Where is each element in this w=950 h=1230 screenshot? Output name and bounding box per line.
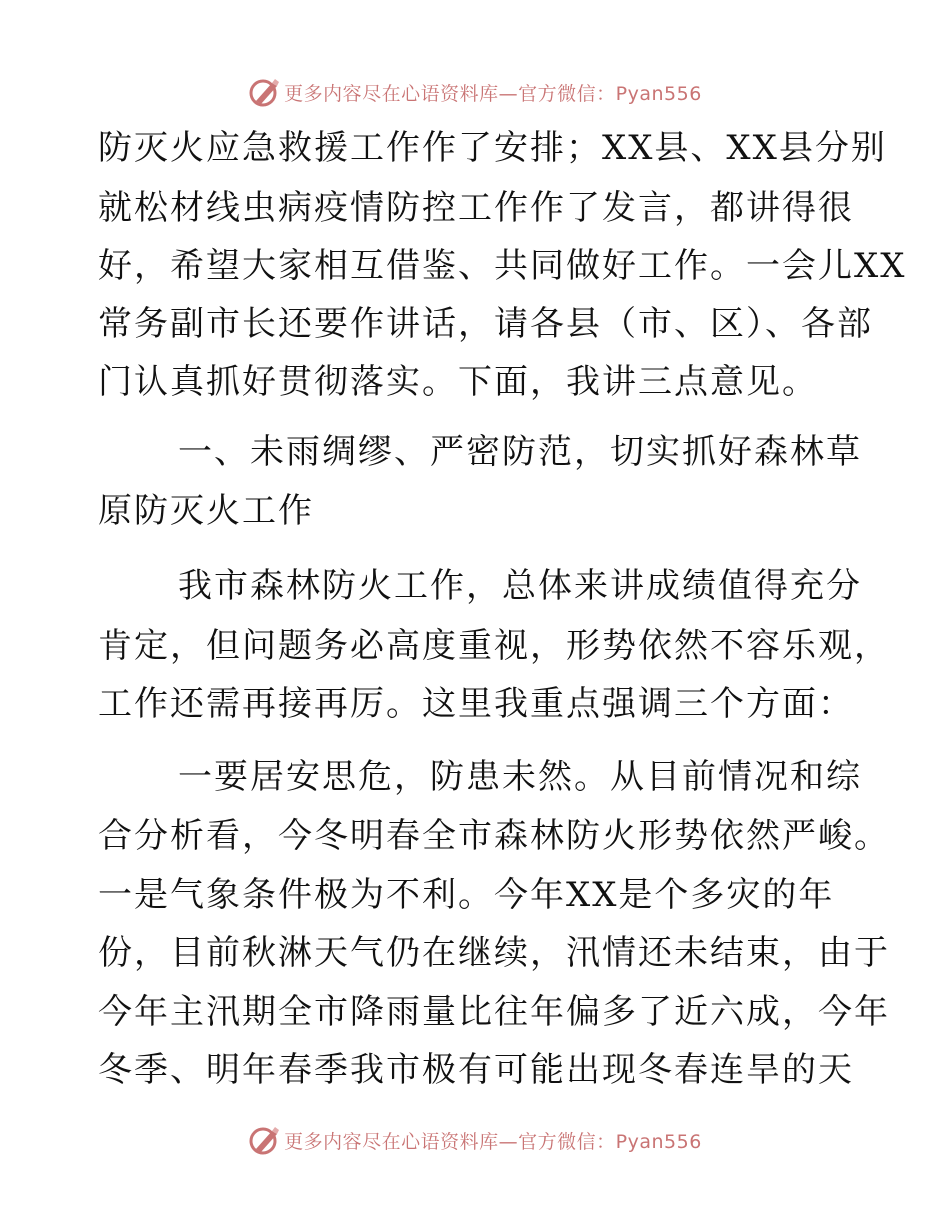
paragraph-line: 常务副市长还要作讲话，请各县（市、区）、各部 [98, 304, 873, 344]
paragraph-line: 防灭火应急救援工作作了安排；XX县、XX县分别 [98, 128, 887, 168]
paragraph-line: 份，目前秋淋天气仍在继续，汛情还未结束，由于 [98, 933, 890, 973]
paragraph-line: 门认真抓好贯彻落实。下面，我讲三点意见。 [98, 362, 818, 402]
pen-circle-logo-icon [248, 1123, 282, 1157]
watermark-footer-text: 更多内容尽在心语资料库—官方微信：Pyan556 [284, 1130, 702, 1153]
paragraph-line: 我市森林防火工作，总体来讲成绩值得充分 [178, 566, 862, 606]
paragraph-line: 合分析看，今冬明春全市森林防火形势依然严峻。 [98, 816, 890, 856]
section-heading-line: 一、未雨绸缪、严密防范，切实抓好森林草 [178, 432, 862, 472]
paragraph-line: 就松材线虫病疫情防控工作作了发言，都讲得很 [98, 188, 854, 228]
paragraph-line: 一是气象条件极为不利。今年XX是个多灾的年 [98, 875, 835, 915]
paragraph-line: 工作还需再接再厉。这里我重点强调三个方面： [98, 684, 854, 724]
section-heading-line: 原防灭火工作 [98, 491, 314, 531]
paragraph-line: 肯定，但问题务必高度重视，形势依然不容乐观， [98, 626, 890, 666]
paragraph-line: 今年主汛期全市降雨量比往年偏多了近六成，今年 [98, 992, 890, 1032]
paragraph-line: 一要居安思危，防患未然。从目前情况和综 [178, 757, 862, 797]
paragraph-line: 冬季、明年春季我市极有可能出现冬春连旱的天 [98, 1050, 854, 1090]
watermark-header-text: 更多内容尽在心语资料库—官方微信：Pyan556 [284, 82, 702, 105]
watermark-header [0, 72, 950, 112]
pen-circle-logo-icon [248, 75, 282, 109]
watermark-footer [0, 1120, 950, 1160]
paragraph-line: 好，希望大家相互借鉴、共同做好工作。一会儿XX [98, 246, 907, 286]
